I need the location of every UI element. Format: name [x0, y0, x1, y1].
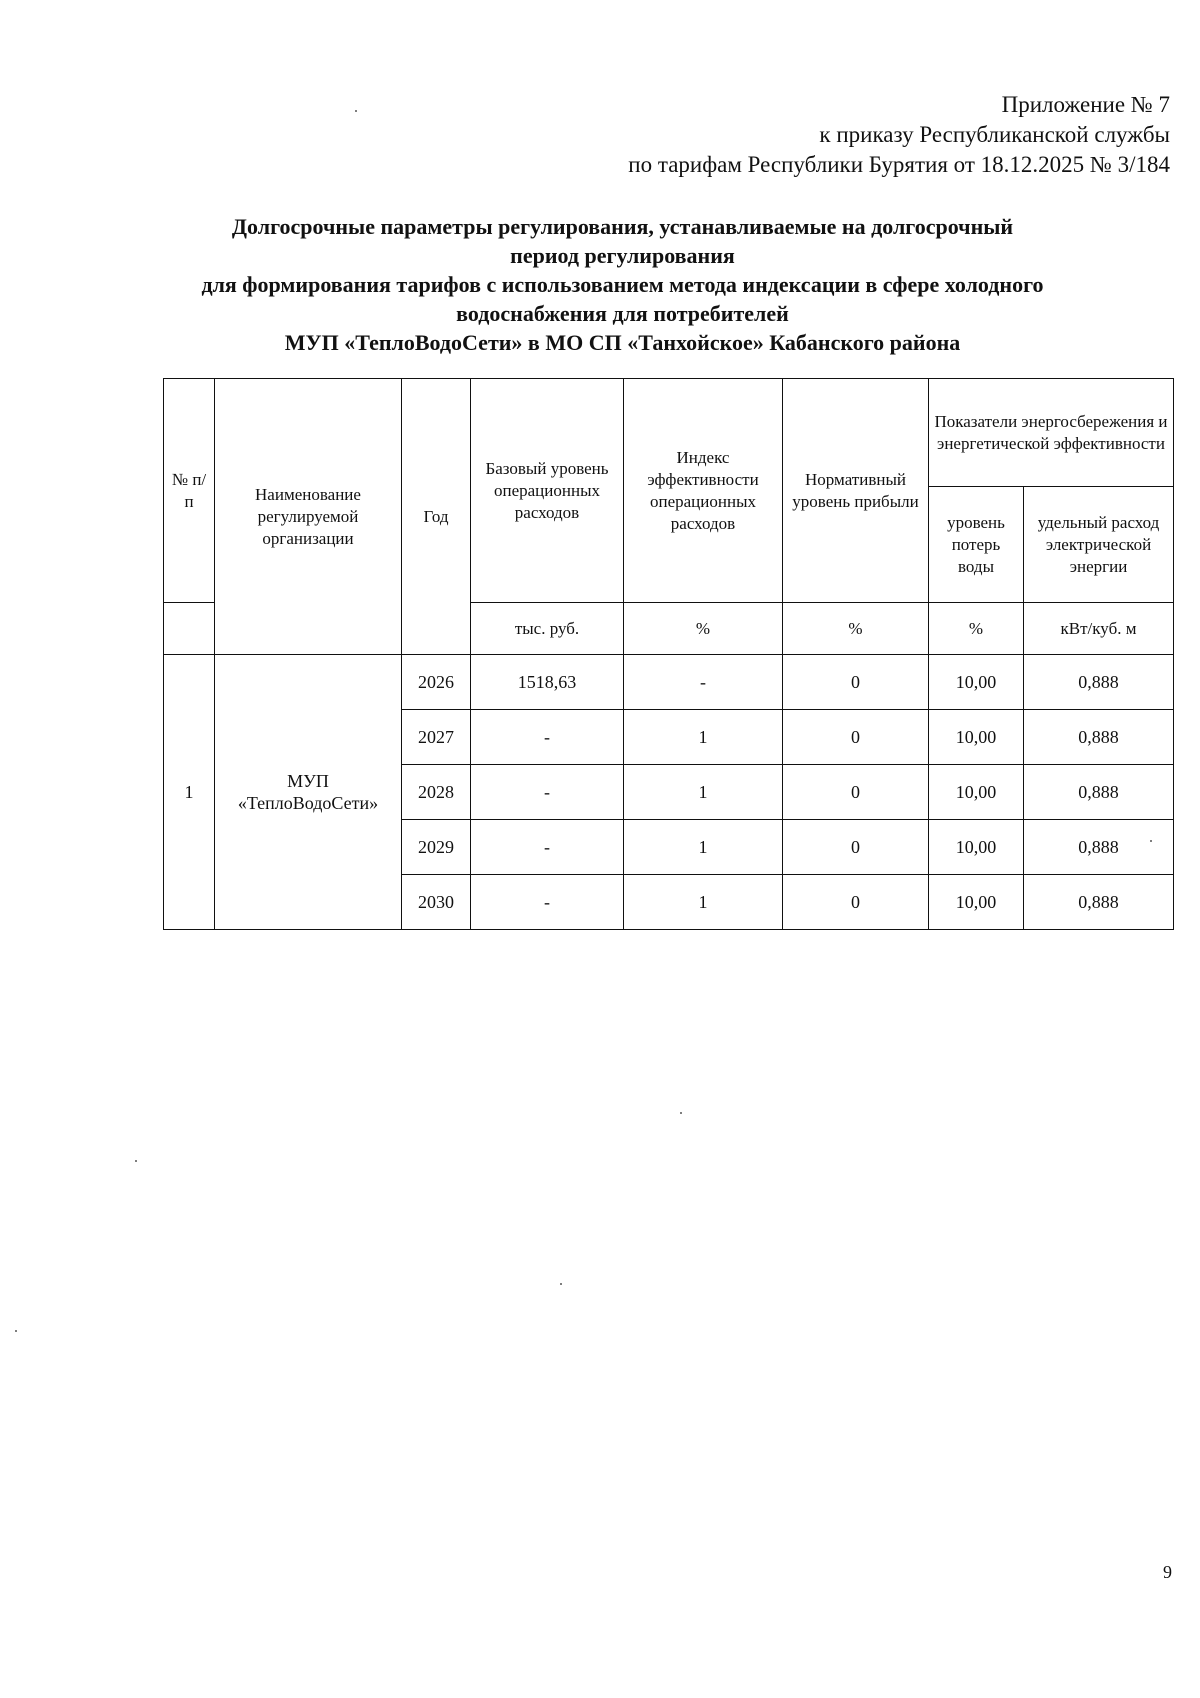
cell-base: - [471, 820, 624, 875]
header-electric: удельный расход электрической энергии [1024, 487, 1174, 603]
title-line-2: период регулирования [510, 243, 735, 268]
header-year: Год [402, 379, 471, 655]
header-num: № п/п [164, 379, 215, 603]
title-line-3: для формирования тарифов с использованием метода индексации в сфере холодного [201, 272, 1044, 297]
header-org: Наименование регулируемой организации [215, 379, 402, 655]
appendix-line-3: по тарифам Республики Бурятия от 18.12.2025 № 3/184 [628, 152, 1170, 177]
header-loss: уровень потерь воды [929, 487, 1024, 603]
unit-electric: кВт/куб. м [1024, 603, 1174, 655]
header-index: Индекс эффективности операционных расходов [624, 379, 783, 603]
cell-electric: 0,888 [1024, 820, 1174, 875]
cell-electric: 0,888 [1024, 765, 1174, 820]
cell-year: 2026 [402, 655, 471, 710]
cell-index: - [624, 655, 783, 710]
cell-index: 1 [624, 875, 783, 930]
parameters-table [163, 378, 1174, 930]
header-base: Базовый уровень операционных расходов [471, 379, 624, 603]
cell-index: 1 [624, 765, 783, 820]
unit-num-empty [164, 603, 215, 655]
header-profit: Нормативный уровень прибыли [783, 379, 929, 603]
cell-loss: 10,00 [929, 655, 1024, 710]
cell-electric: 0,888 [1024, 875, 1174, 930]
cell-profit: 0 [783, 765, 929, 820]
unit-profit: % [783, 603, 929, 655]
cell-year: 2030 [402, 875, 471, 930]
cell-loss: 10,00 [929, 710, 1024, 765]
scan-speck [560, 1283, 562, 1285]
title-line-1: Долгосрочные параметры регулирования, устанавливаемые на долгосрочный [231, 214, 1014, 239]
cell-profit: 0 [783, 710, 929, 765]
cell-index: 1 [624, 820, 783, 875]
unit-base: тыс. руб. [471, 603, 624, 655]
cell-profit: 0 [783, 655, 929, 710]
header-energy-group: Показатели энергосбережения и энергетической эффективности [929, 379, 1174, 487]
title-line-5: МУП «ТеплоВодоСети» в МО СП «Танхойское» Кабанского района [284, 330, 961, 355]
cell-loss: 10,00 [929, 765, 1024, 820]
cell-year: 2029 [402, 820, 471, 875]
cell-year: 2027 [402, 710, 471, 765]
appendix-line-2: к приказу Республиканской службы [819, 122, 1170, 147]
cell-loss: 10,00 [929, 820, 1024, 875]
header-row-1 [164, 379, 1174, 487]
unit-loss: % [929, 603, 1024, 655]
cell-profit: 0 [783, 875, 929, 930]
scan-speck [680, 1112, 682, 1114]
scan-speck [355, 110, 357, 112]
cell-year: 2028 [402, 765, 471, 820]
unit-index: % [624, 603, 783, 655]
cell-base: - [471, 765, 624, 820]
cell-electric: 0,888 [1024, 710, 1174, 765]
cell-base: - [471, 875, 624, 930]
org-name: МУП «ТеплоВодоСети» [215, 655, 402, 930]
title-line-4: водоснабжения для потребителей [456, 301, 789, 326]
cell-loss: 10,00 [929, 875, 1024, 930]
cell-profit: 0 [783, 820, 929, 875]
cell-base: - [471, 710, 624, 765]
page-number: 9 [1163, 1562, 1172, 1582]
scan-speck [135, 1160, 137, 1162]
cell-electric: 0,888 [1024, 655, 1174, 710]
cell-base: 1518,63 [471, 655, 624, 710]
item-number: 1 [164, 655, 215, 930]
scan-speck [15, 1330, 17, 1332]
cell-index: 1 [624, 710, 783, 765]
appendix-header [628, 90, 1170, 180]
table-row [164, 655, 1174, 710]
appendix-line-1: Приложение № 7 [1001, 92, 1170, 117]
document-title [150, 212, 1095, 357]
scan-speck [1150, 840, 1152, 842]
